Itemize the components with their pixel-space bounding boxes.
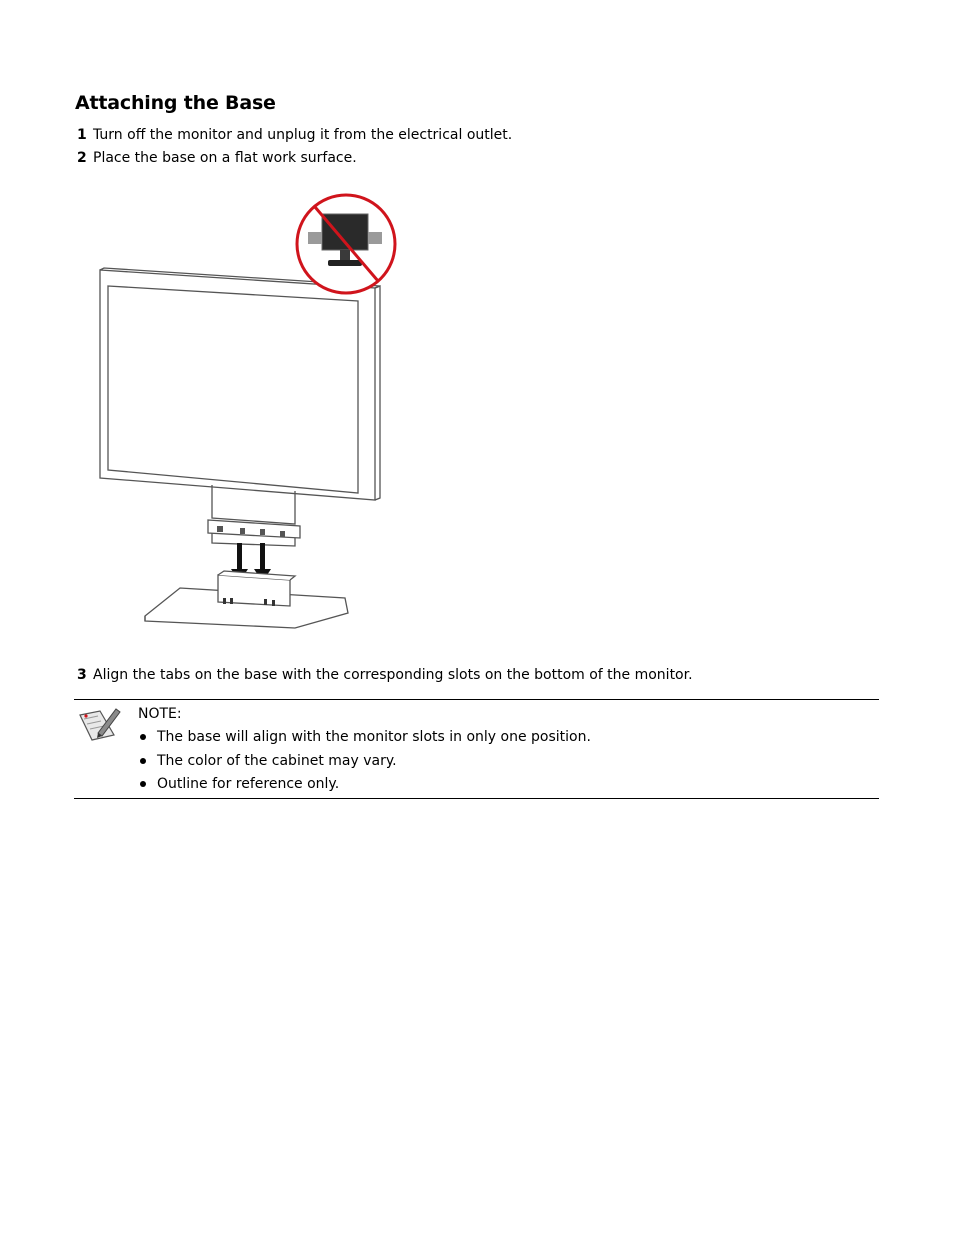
page-title: Attaching the Base: [75, 92, 276, 114]
bullet-icon: [140, 781, 146, 787]
prohibition-inset: [297, 195, 395, 293]
note-box: [74, 699, 879, 799]
step-text: Align the tabs on the base with the corresponding slots on the bottom of the monitor.: [93, 667, 693, 683]
note-label: NOTE:: [138, 706, 182, 722]
step-number: 3: [77, 667, 87, 683]
bullet-icon: [140, 734, 146, 740]
note-list: [138, 728, 591, 799]
monitor-base-illustration: [90, 188, 410, 638]
note-pencil-icon: [78, 705, 122, 743]
step-3: [77, 666, 693, 684]
note-item-text: Outline for reference only.: [157, 776, 340, 792]
step-number: 2: [77, 150, 87, 166]
step-text: Place the base on a flat work surface.: [93, 150, 357, 166]
base-outline: [145, 571, 348, 628]
note-item-text: The base will align with the monitor slots in only one position.: [157, 729, 591, 745]
step-2: [77, 149, 357, 167]
step-1: [77, 126, 512, 144]
step-number: 1: [77, 127, 87, 143]
note-item-text: The color of the cabinet may vary.: [157, 752, 397, 769]
bullet-icon: [140, 758, 146, 764]
note-item: [138, 728, 591, 752]
monitor-outline: [100, 268, 380, 546]
step-text: Turn off the monitor and unplug it from the electrical outlet.: [93, 127, 513, 143]
note-item: [138, 775, 591, 799]
note-item: [138, 752, 591, 776]
